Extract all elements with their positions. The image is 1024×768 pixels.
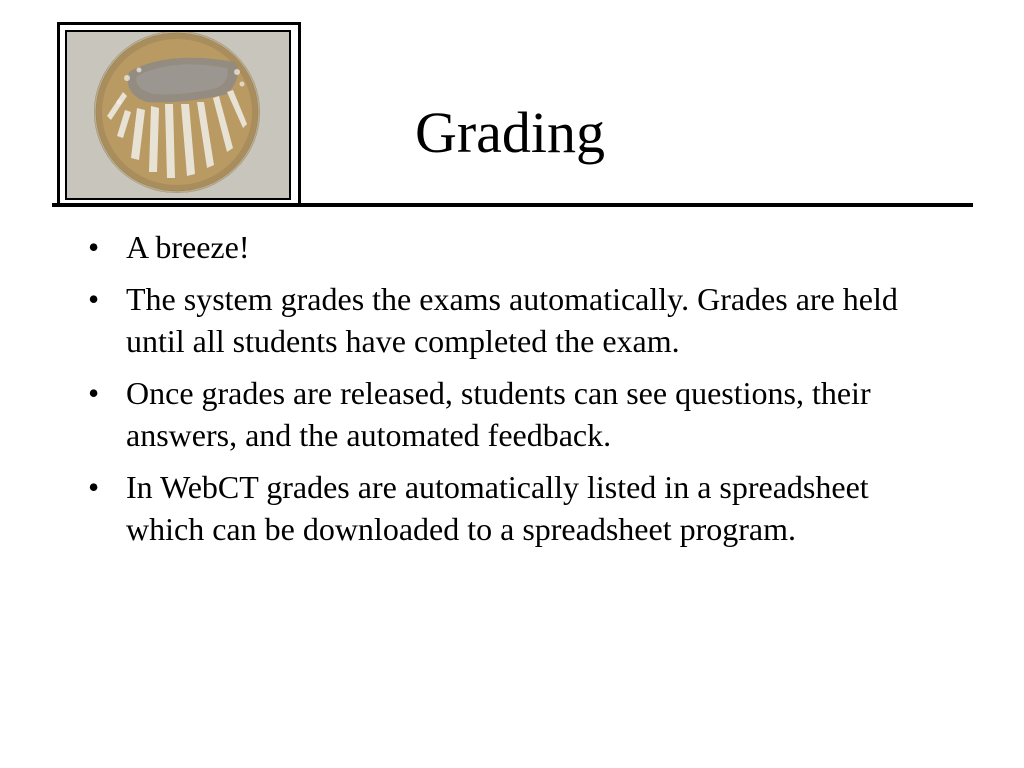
bullet-marker: • [88, 469, 100, 505]
bullet-text: Once grades are released, students can see questions, their answers, and the automated feedback. [126, 375, 871, 453]
bullet-item [88, 466, 948, 550]
bullet-text: In WebCT grades are automatically listed in a spreadsheet which can be downloaded to a spreadsheet program. [126, 469, 869, 547]
bullet-item [88, 372, 948, 456]
bullet-list [88, 226, 948, 560]
bullet-marker: • [88, 281, 100, 317]
bullet-text: The system grades the exams automatically. Grades are held until all students have completed the exam. [126, 281, 898, 359]
title-divider [52, 203, 973, 207]
bullet-text: A breeze! [126, 229, 250, 265]
petri-dish-image [65, 30, 291, 200]
bullet-marker: • [88, 375, 100, 411]
slide-title: Grading [414, 100, 606, 165]
bullet-marker: • [88, 229, 100, 265]
bullet-item [88, 278, 948, 362]
petri-dish-illustration [67, 32, 289, 198]
bullet-item [88, 226, 948, 268]
